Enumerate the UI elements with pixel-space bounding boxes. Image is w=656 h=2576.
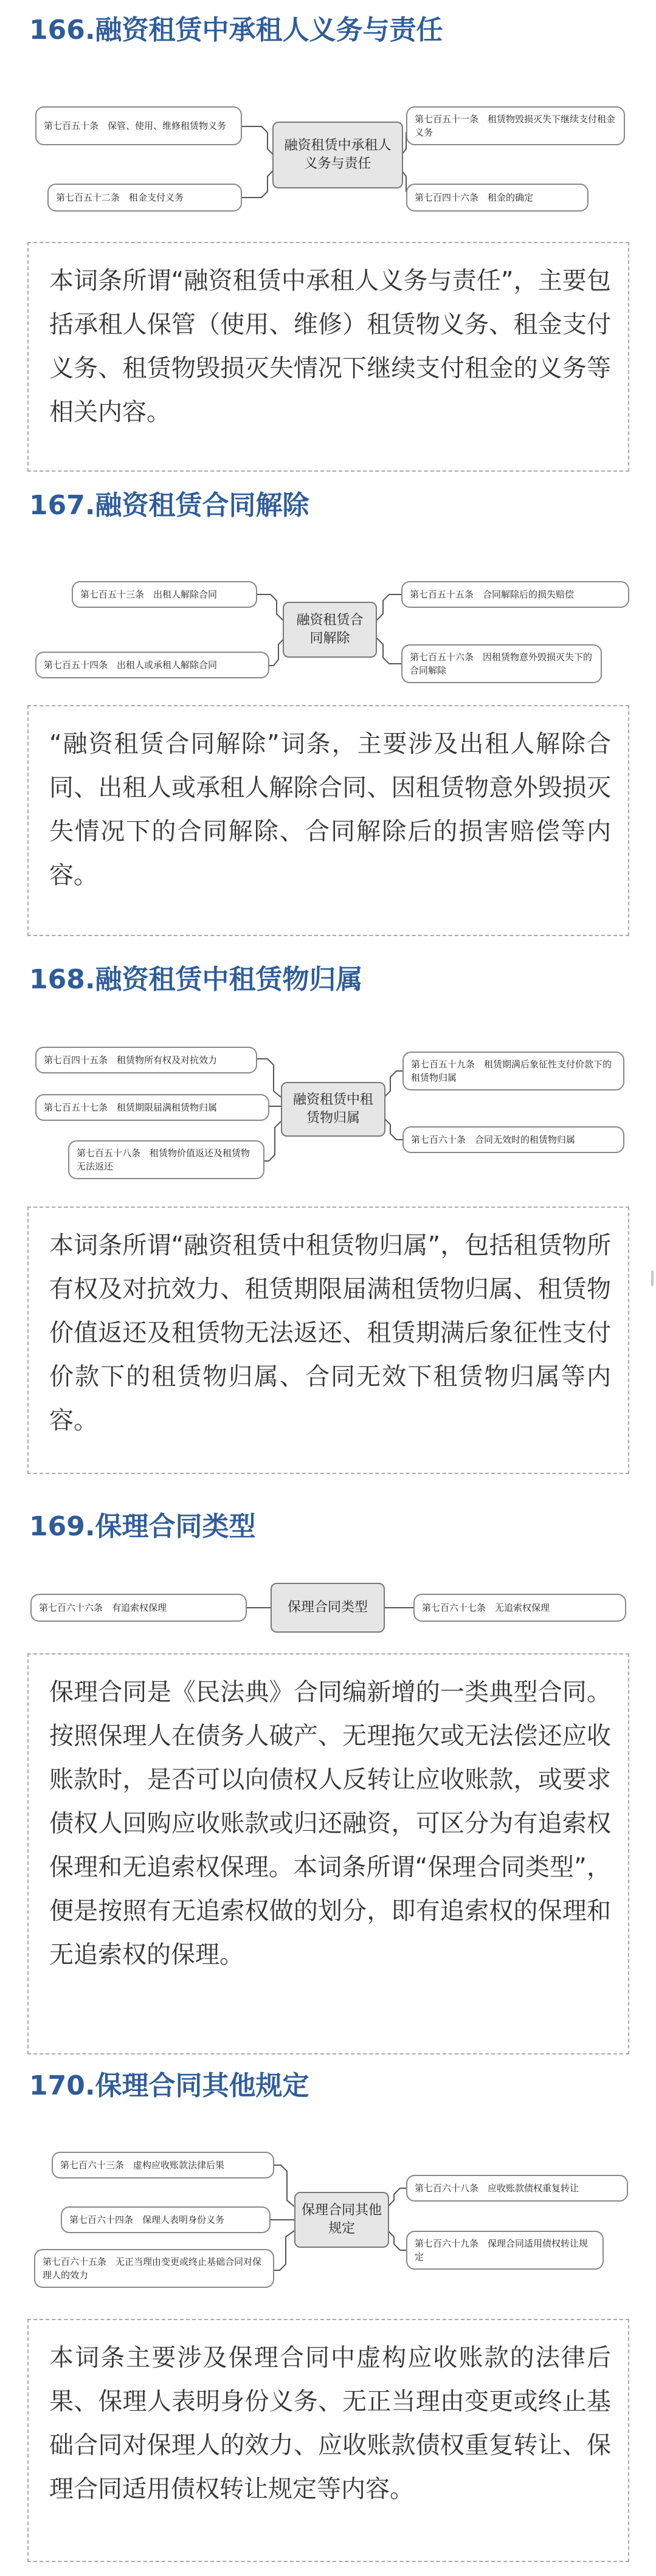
section-description-168: 本词条所谓“融资租赁中租赁物归属”，包括租赁物所有权及对抗效力、租赁期限届满租赁物归属、租赁物价值返还及租赁物无法返还、租赁期满后象征性支付价款下的租赁物归属、合同无效下租赁物归属等内容。 [27,1207,629,1474]
mindmap-node: 第七百六十三条 虚构应收账款法律后果 [52,2152,274,2178]
mindmap-node: 第七百五十六条 因租赁物意外毁损灭失下的合同解除 [401,644,602,683]
section-description-169: 保理合同是《民法典》合同编新增的一类典型合同。按照保理人在债务人破产、无理拖欠或无法偿还应收账款时，是否可以向债权人反转让应收账款，或要求债权人回购应收账款或归还融资，可区分为有追索权保理和无追索权保理。本词条所谓“保理合同类型”，便是按照有无追索权做的划分，即有追索权的保理和无追索权的保理。 [27,1653,629,2054]
mindmap-node: 第七百六十四条 保理人表明身份义务 [61,2206,271,2233]
mindmap-169 [0,1574,656,1641]
mindmap-node: 第七百五十五条 合同解除后的损失赔偿 [401,581,629,608]
mindmap-167 [0,559,656,699]
section-title-167: 167.融资租赁合同解除 [29,490,309,521]
mindmap-node: 第七百五十四条 出租人或承租人解除合同 [35,652,269,678]
mindmap-center: 融资租赁中租赁物归属 [281,1082,385,1137]
scrollbar-thumb[interactable] [651,1270,654,1286]
mindmap-node: 第七百五十八条 租赁物价值返还及租赁物无法返还 [68,1140,264,1179]
mindmap-node: 第七百四十五条 租赁物所有权及对抗效力 [35,1047,257,1073]
mindmap-node: 第七百五十九条 租赁期满后象征性支付价款下的租赁物归属 [402,1052,624,1090]
mindmap-node: 第七百四十六条 租金的确定 [406,184,589,212]
mindmap-center: 保理合同类型 [271,1583,385,1633]
mindmap-node: 第七百六十六条 有追索权保理 [30,1594,247,1622]
mindmap-center: 融资租赁中承租人义务与责任 [272,122,403,188]
mindmap-166 [0,85,656,231]
mindmap-node: 第七百六十条 合同无效时的租赁物归属 [402,1126,624,1153]
mindmap-node: 第七百六十七条 无追索权保理 [413,1594,626,1622]
section-description-170: 本词条主要涉及保理合同中虚构应收账款的法律后果、保理人表明身份义务、无正当理由变更或终止基础合同对保理人的效力、应收账款债权重复转让、保理合同适用债权转让规定等内容。 [27,2319,629,2562]
mindmap-node: 第七百六十九条 保理合同适用债权转让规定 [406,2231,604,2270]
mindmap-node: 第七百五十条 保管、使用、维修租赁物义务 [35,106,242,145]
mindmap-170 [0,2140,656,2310]
mindmap-node: 第七百六十五条 无正当理由变更或终止基础合同对保理人的效力 [34,2249,274,2288]
section-title-170: 170.保理合同其他规定 [29,2070,309,2101]
mindmap-node: 第七百五十二条 租金支付义务 [47,184,242,212]
section-description-167: “融资租赁合同解除”词条，主要涉及出租人解除合同、出租人或承租人解除合同、因租赁物意外毁损灭失情况下的合同解除、合同解除后的损害赔偿等内容。 [27,705,629,936]
mindmap-center: 融资租赁合同解除 [283,602,377,658]
mindmap-168 [0,1033,656,1197]
section-title-169: 169.保理合同类型 [29,1511,256,1542]
section-description-166: 本词条所谓“融资租赁中承租人义务与责任”，主要包括承租人保管（使用、维修）租赁物义务、租金支付义务、租赁物毁损灭失情况下继续支付租金的义务等相关内容。 [27,242,629,472]
mindmap-node: 第七百五十三条 出租人解除合同 [72,581,257,608]
section-title-168: 168.融资租赁中租赁物归属 [29,964,363,995]
mindmap-node: 第七百五十一条 租赁物毁损灭失下继续支付租金义务 [406,106,625,145]
mindmap-center: 保理合同其他规定 [294,2192,389,2248]
mindmap-node: 第七百五十七条 租赁期限届满租赁物归属 [35,1094,269,1121]
mindmap-node: 第七百六十八条 应收账款债权重复转让 [406,2175,628,2202]
section-title-166: 166.融资租赁中承租人义务与责任 [29,15,443,46]
